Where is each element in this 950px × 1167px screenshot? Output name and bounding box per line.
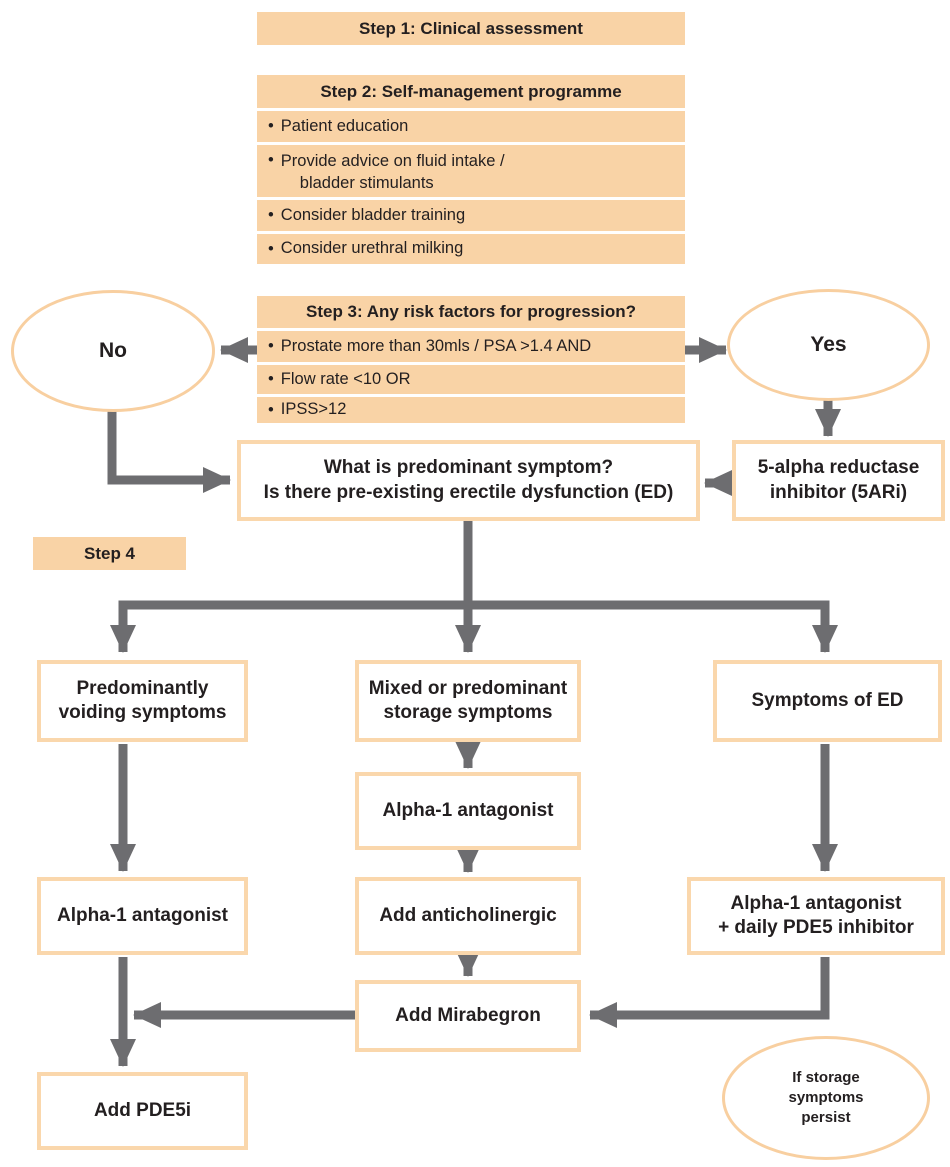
step4-title: Step 4	[83, 543, 136, 563]
storage-symptoms-box	[355, 660, 581, 742]
step3-item-flow-rate	[257, 365, 685, 394]
yes-label: Yes	[810, 333, 847, 356]
step1-title: Step 1: Clinical assessment	[359, 18, 583, 38]
step3-item-text: Flow rate <10 OR	[280, 369, 411, 388]
no-ellipse	[11, 290, 215, 412]
step3-title: Step 3: Any risk factors for progression?	[306, 302, 636, 321]
step2-item-fluid-advice	[257, 145, 685, 197]
alpha1-pde5-line1: Alpha-1 antagonist	[730, 892, 902, 914]
bullet-glyph: •	[268, 117, 274, 135]
step1-header	[257, 12, 685, 45]
step2-item-bladder-training	[257, 200, 685, 231]
bullet-glyph: •	[268, 370, 274, 388]
step3-item-prostate	[257, 331, 685, 362]
five-ari-line1: 5-alpha reductase	[757, 457, 920, 479]
arrow-no-to-symptom	[112, 410, 230, 480]
anticholinergic-box	[355, 877, 581, 955]
bullet-glyph: •	[268, 400, 274, 419]
storage-line2: storage symptoms	[383, 702, 553, 723]
yes-ellipse	[727, 289, 930, 401]
step2-item-education	[257, 111, 685, 142]
voiding-line2: voiding symptoms	[58, 702, 227, 723]
voiding-symptoms-box	[37, 660, 248, 742]
persist-line2: symptoms	[788, 1088, 864, 1106]
storage-line1: Mixed or predominant	[368, 677, 568, 699]
step3-item-text: Prostate more than 30mls / PSA >1.4 AND	[280, 336, 592, 355]
persist-line3: persist	[801, 1109, 851, 1127]
storage-persist-ellipse	[722, 1036, 930, 1160]
step3-header	[257, 296, 685, 328]
no-label: No	[99, 339, 127, 362]
symptom-question-box	[237, 440, 700, 521]
mirabegron-box	[355, 980, 581, 1052]
bullet-glyph: •	[268, 337, 274, 355]
bullet-glyph: •	[268, 151, 274, 169]
voiding-line1: Predominantly	[76, 677, 209, 699]
ed-line1: Symptoms of ED	[751, 689, 904, 711]
step2-item-text: Patient education	[280, 116, 409, 135]
step2-item-text: Provide advice on fluid intake /	[280, 152, 505, 170]
bullet-glyph: •	[268, 239, 274, 258]
five-ari-box	[732, 440, 945, 521]
step2-item-text: Consider bladder training	[280, 205, 466, 224]
alpha1-mid-label: Alpha-1 antagonist	[382, 799, 554, 821]
step3-item-text: IPSS>12	[280, 400, 347, 419]
step3-item-ipss	[257, 397, 685, 423]
mirabegron-label: Add Mirabegron	[395, 1004, 541, 1026]
step2-item-text: Consider urethral milking	[280, 239, 464, 258]
symptom-question-line1: What is predominant symptom?	[323, 457, 614, 479]
arrow-alpha1pde5-to-mirabegron	[590, 957, 825, 1015]
step2-item-urethral-milking	[257, 234, 685, 264]
step2-header	[257, 75, 685, 108]
ed-symptoms-box	[713, 660, 942, 742]
alpha1-pde5-line2: + daily PDE5 inhibitor	[718, 917, 914, 938]
symptom-question-line2: Is there pre-existing erectile dysfunction (ED)	[263, 481, 674, 503]
anticholinergic-label: Add anticholinergic	[379, 904, 557, 926]
persist-line1: If storage	[792, 1068, 860, 1086]
five-ari-line2: inhibitor (5ARi)	[769, 481, 908, 503]
step4-header	[33, 537, 186, 570]
alpha1-left-label: Alpha-1 antagonist	[56, 904, 228, 926]
step2-item-text-line2: bladder stimulants	[299, 173, 434, 192]
alpha1-pde5-box	[687, 877, 945, 955]
bullet-glyph: •	[268, 206, 274, 224]
alpha1-antagonist-left-box	[37, 877, 248, 955]
pde5i-label: Add PDE5i	[93, 1099, 192, 1121]
step2-title: Step 2: Self-management programme	[320, 81, 622, 101]
alpha1-antagonist-mid-box	[355, 772, 581, 850]
pde5i-box	[37, 1072, 248, 1150]
